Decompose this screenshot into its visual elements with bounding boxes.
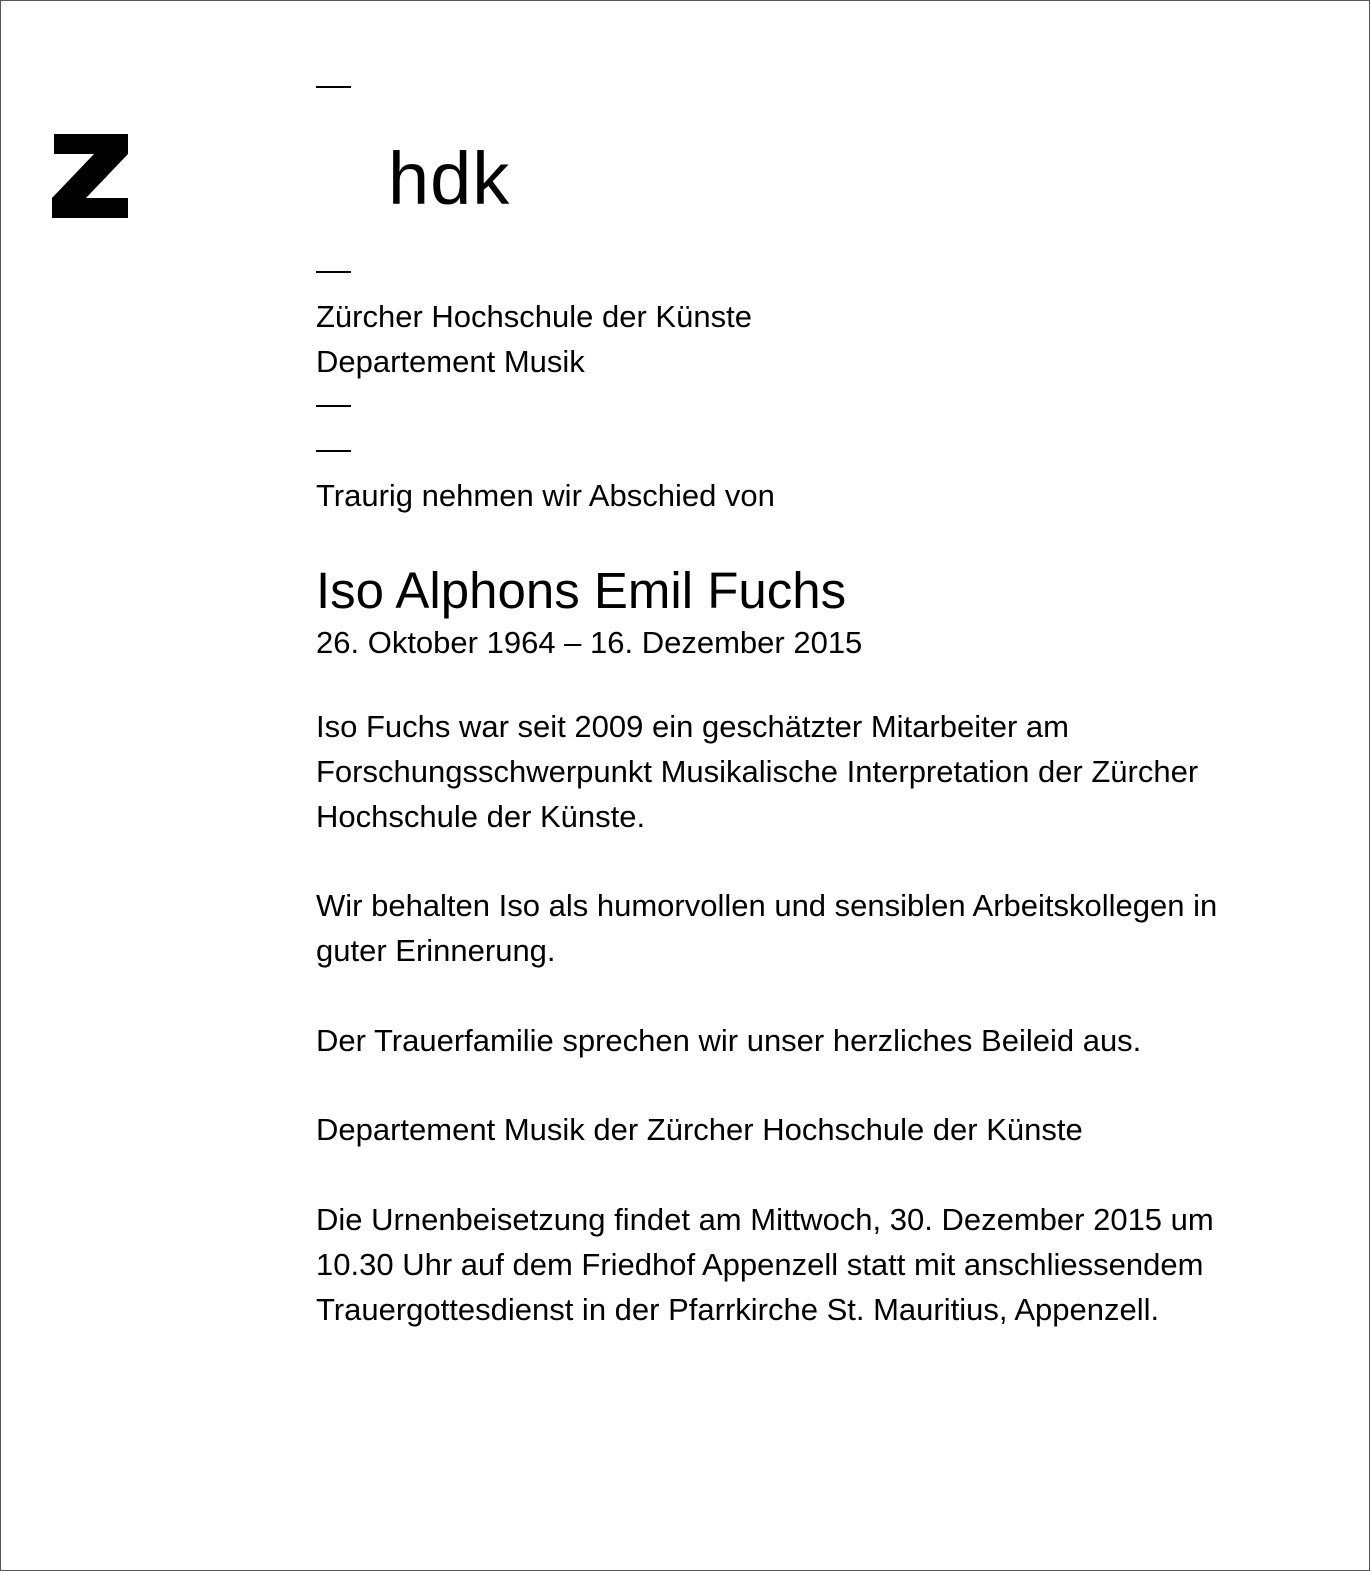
- paragraph-line: Departement Musik der Zürcher Hochschule der Künste: [316, 1112, 1083, 1147]
- paragraph-line: Die Urnenbeisetzung findet am Mittwoch, 30. Dezember 2015 um: [316, 1202, 1214, 1237]
- life-dates: 26. Oktober 1964 – 16. Dezember 2015: [316, 625, 863, 660]
- institution-name: Zürcher Hochschule der Künste: [316, 299, 752, 334]
- deceased-name: Iso Alphons Emil Fuchs: [316, 562, 847, 619]
- paragraph-line: Trauergottesdienst in der Pfarrkirche St. Mauritius, Appenzell.: [316, 1292, 1160, 1327]
- paragraph-line: Forschungsschwerpunkt Musikalische Interpretation der Zürcher: [316, 754, 1199, 789]
- paragraph-line: 10.30 Uhr auf dem Friedhof Appenzell statt mit anschliessendem: [316, 1247, 1204, 1282]
- paragraph-line: Hochschule der Künste.: [316, 799, 646, 834]
- paragraph-line: Iso Fuchs war seit 2009 ein geschätzter Mitarbeiter am: [316, 709, 1069, 744]
- dash-divider: [316, 271, 351, 273]
- intro-text: Traurig nehmen wir Abschied von: [316, 478, 775, 513]
- zhdk-z-logo: [52, 134, 130, 218]
- dash-divider: [316, 405, 351, 407]
- hdk-wordmark: hdk: [388, 137, 511, 220]
- paragraph-remembrance: [316, 883, 1346, 973]
- signature-line: [316, 1107, 1346, 1152]
- paragraph-line: Der Trauerfamilie sprechen wir unser herzliches Beileid aus.: [316, 1023, 1142, 1058]
- paragraph-employment: [316, 704, 1346, 839]
- dash-divider: [316, 86, 351, 88]
- paragraph-condolence: [316, 1018, 1346, 1063]
- dash-divider: [316, 450, 351, 452]
- paragraph-line: guter Erinnerung.: [316, 933, 556, 968]
- paragraph-line: Wir behalten Iso als humorvollen und sensiblen Arbeitskollegen in: [316, 888, 1218, 923]
- paragraph-burial: [316, 1197, 1346, 1332]
- department-name: Departement Musik: [316, 344, 585, 379]
